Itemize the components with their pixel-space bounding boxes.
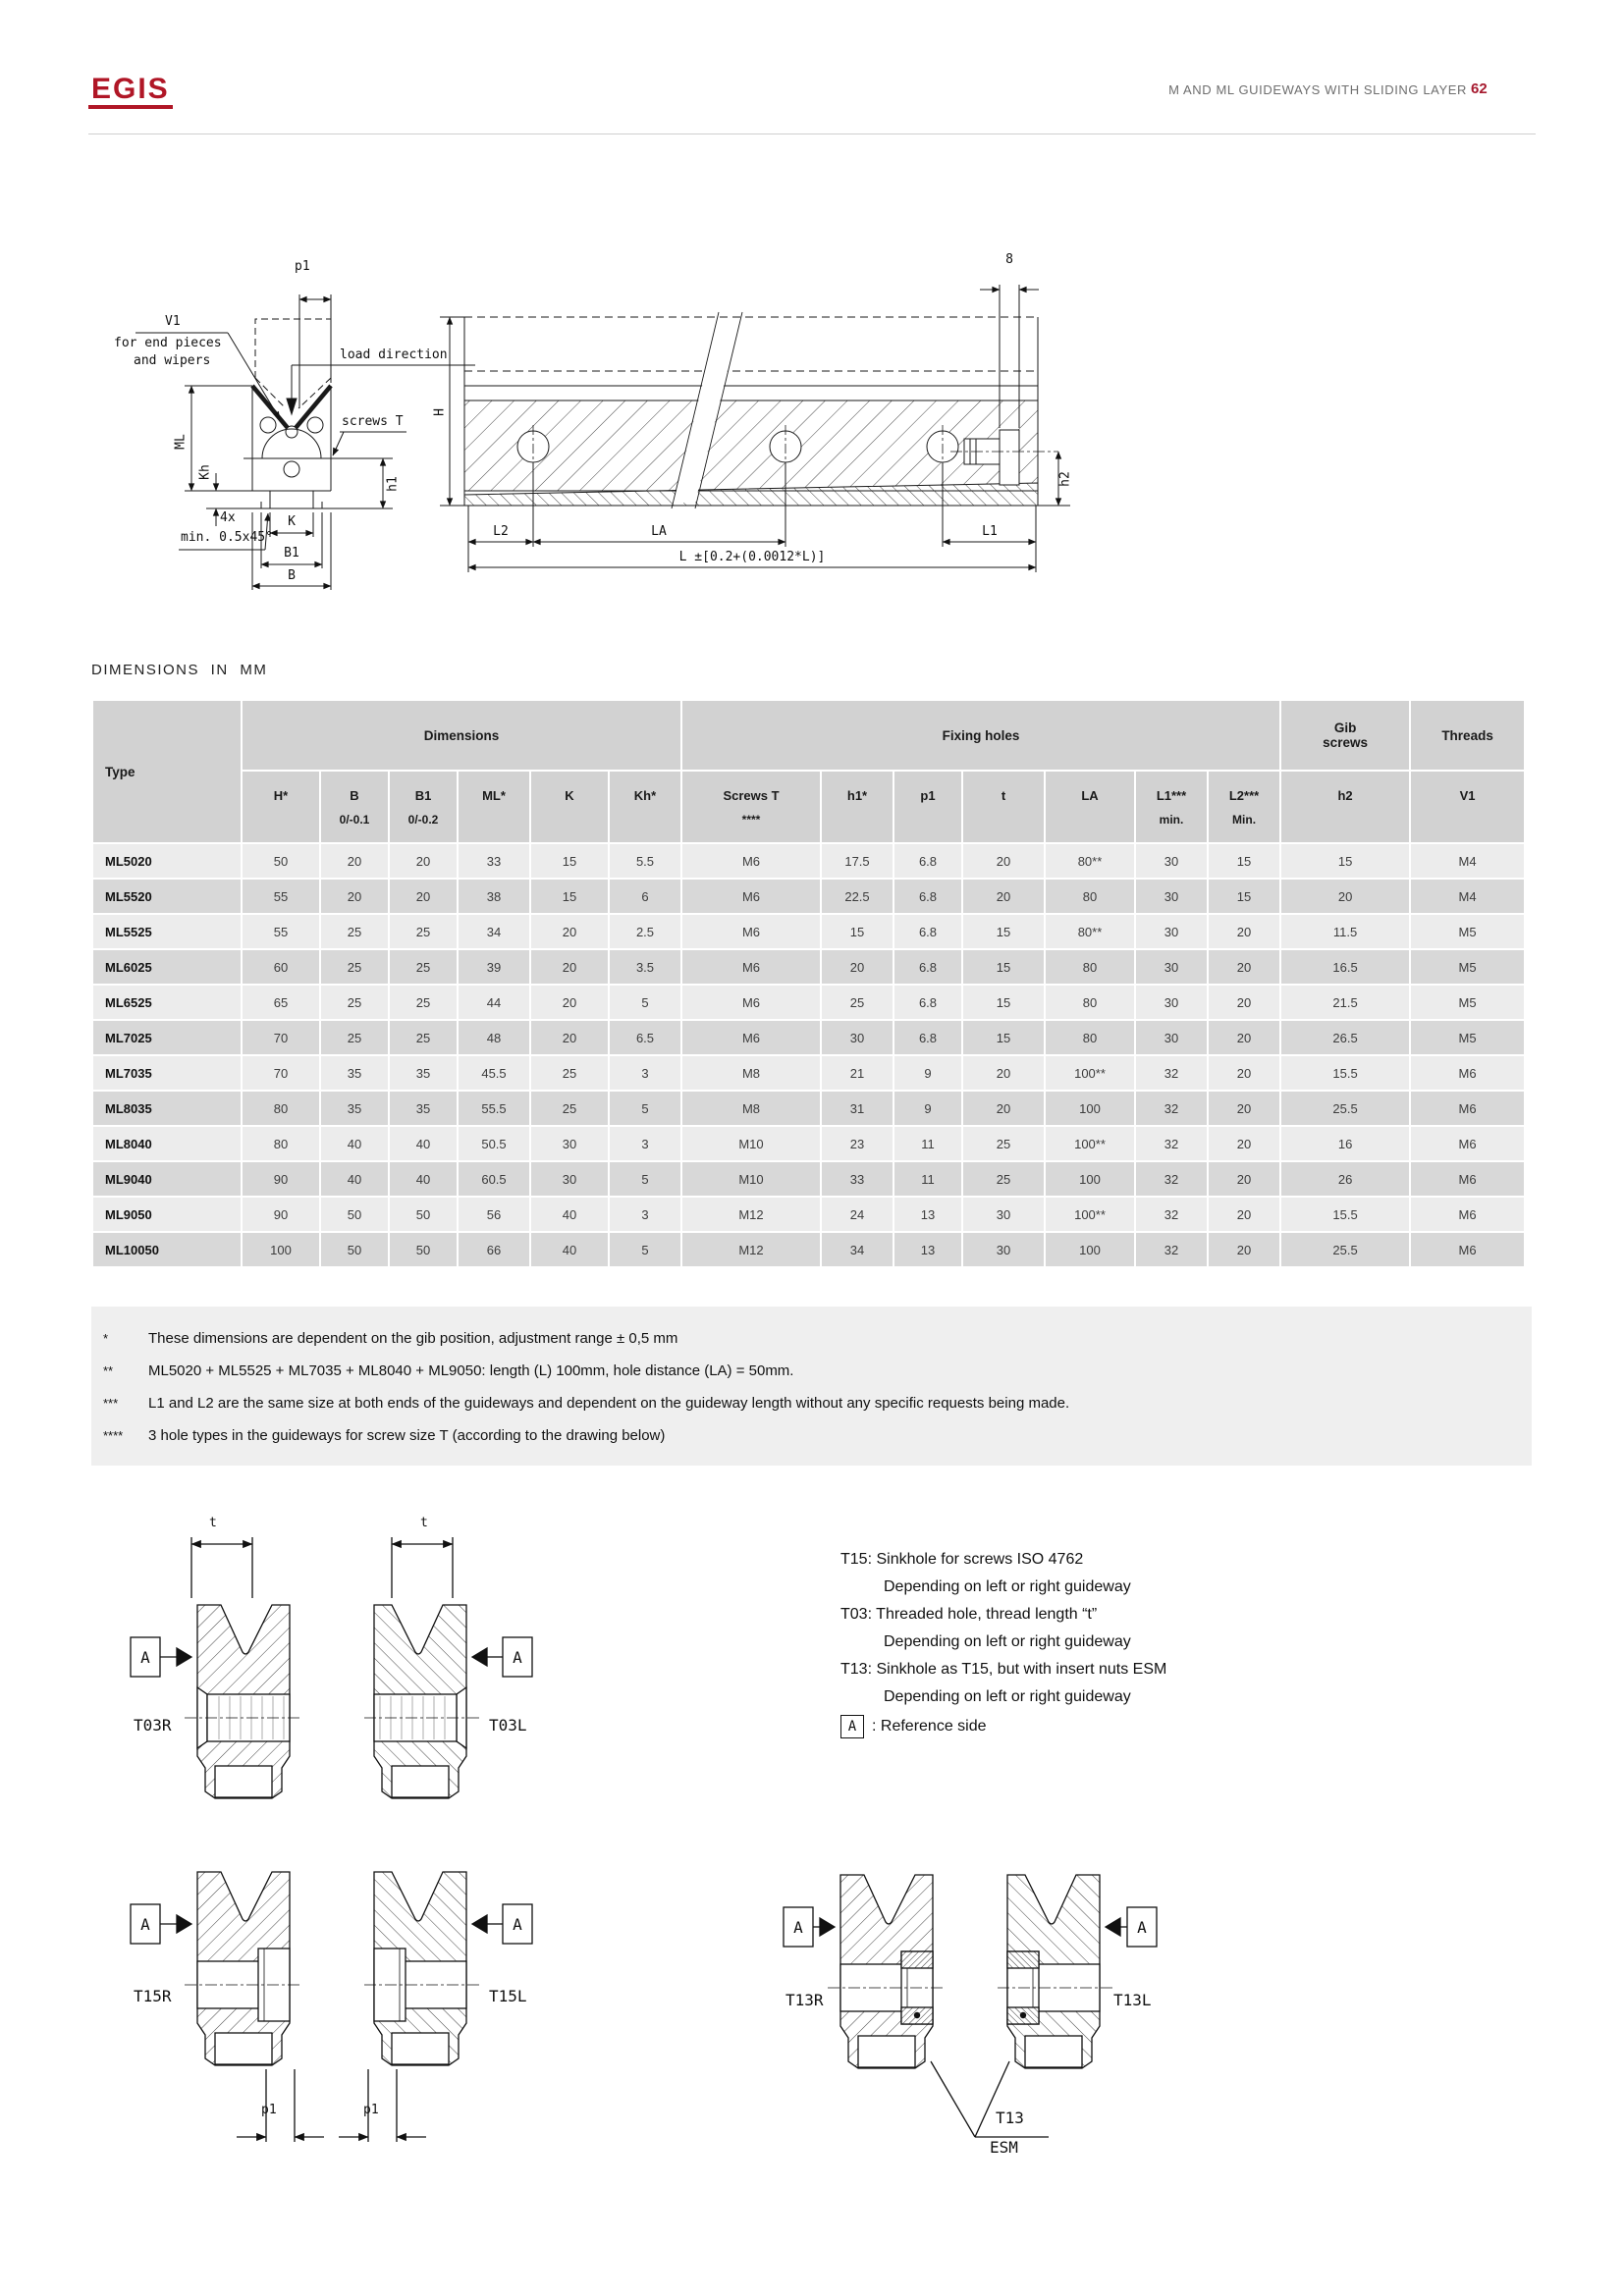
value-cell: 90 [243, 1198, 319, 1231]
value-cell: 20 [1209, 1127, 1279, 1160]
value-cell: M6 [1411, 1233, 1524, 1266]
value-cell: 20 [390, 844, 457, 878]
value-cell: 45.5 [459, 1056, 529, 1090]
value-cell: 40 [531, 1233, 608, 1266]
value-cell: 15.5 [1281, 1198, 1409, 1231]
value-cell: 20 [531, 950, 608, 984]
column-header: h1* [822, 772, 893, 842]
value-cell: 60 [243, 950, 319, 984]
value-cell: 20 [1209, 1021, 1279, 1054]
value-cell: M6 [1411, 1127, 1524, 1160]
column-header: K [531, 772, 608, 842]
value-cell: 22.5 [822, 880, 893, 913]
table-row [93, 915, 1524, 948]
dim-label-p1: p1 [295, 259, 310, 274]
column-header: t [963, 772, 1044, 842]
reference-side-row: A : Reference side [840, 1713, 1166, 1740]
value-cell: 40 [531, 1198, 608, 1231]
column-header: Screws T **** [682, 772, 820, 842]
value-cell: 30 [1136, 880, 1207, 913]
chamfer-note-1: 4x [220, 510, 236, 525]
column-header: LA [1046, 772, 1134, 842]
value-cell: M5 [1411, 986, 1524, 1019]
cross-section-t03 [361, 1605, 479, 1798]
legend-item: T15: Sinkhole for screws ISO 4762 [840, 1551, 1084, 1568]
dim-label-kh: Kh [197, 464, 213, 480]
value-cell: M6 [682, 880, 820, 913]
bottom-sections-drawing [88, 1512, 1267, 2189]
value-cell: 20 [963, 1092, 1044, 1125]
value-cell: 20 [1209, 986, 1279, 1019]
value-cell: 21.5 [1281, 986, 1409, 1019]
value-cell: 13 [894, 1233, 961, 1266]
value-cell: 25.5 [1281, 1092, 1409, 1125]
callout-esm: ESM [990, 2138, 1018, 2157]
value-cell: 15 [822, 915, 893, 948]
callout-t13: T13 [996, 2109, 1024, 2127]
value-cell: 25 [390, 950, 457, 984]
t-dim-label: t [209, 1516, 217, 1530]
value-cell: 32 [1136, 1233, 1207, 1266]
value-cell: 34 [459, 915, 529, 948]
table-row [93, 880, 1524, 913]
value-cell: 5 [610, 986, 680, 1019]
value-cell: 30 [1136, 950, 1207, 984]
value-cell: 65 [243, 986, 319, 1019]
value-cell: 15 [1209, 880, 1279, 913]
v1-note-2: and wipers [134, 353, 211, 368]
page-number: 62 [1471, 80, 1488, 97]
value-cell: 11 [894, 1127, 961, 1160]
value-cell: 66 [459, 1233, 529, 1266]
value-cell: M6 [682, 986, 820, 1019]
value-cell: 30 [1136, 844, 1207, 878]
value-cell: 20 [1281, 880, 1409, 913]
value-cell: 20 [822, 950, 893, 984]
value-cell: M5 [1411, 915, 1524, 948]
value-cell: 5 [610, 1162, 680, 1196]
value-cell: 25 [321, 986, 388, 1019]
value-cell: 25 [822, 986, 893, 1019]
type-cell: ML6525 [93, 986, 241, 1019]
section-label-t15l: T15L [489, 1987, 527, 2005]
value-cell: M8 [682, 1056, 820, 1090]
screws-t-label: screws T [342, 414, 404, 429]
value-cell: 30 [822, 1021, 893, 1054]
value-cell: 20 [963, 880, 1044, 913]
legend-note: Depending on left or right guideway [884, 1688, 1131, 1705]
table-row [93, 1233, 1524, 1266]
value-cell: 40 [321, 1127, 388, 1160]
column-header: L1*** min. [1136, 772, 1207, 842]
footnote: **** 3 hole types in the guideways for screw size T (according to the drawing below) [103, 1427, 666, 1444]
col-group-fixing-holes: Fixing holes [682, 701, 1279, 770]
value-cell: 40 [390, 1162, 457, 1196]
value-cell: M12 [682, 1198, 820, 1231]
section-label-t13l: T13L [1113, 1991, 1152, 2009]
value-cell: 100** [1046, 1198, 1134, 1231]
value-cell: 70 [243, 1021, 319, 1054]
legend-note: Depending on left or right guideway [884, 1578, 1131, 1595]
value-cell: 50 [390, 1233, 457, 1266]
col-group-type: Type [93, 701, 241, 842]
value-cell: 35 [321, 1092, 388, 1125]
column-header: B 0/-0.1 [321, 772, 388, 842]
value-cell: 16 [1281, 1127, 1409, 1160]
value-cell: M4 [1411, 880, 1524, 913]
value-cell: 20 [390, 880, 457, 913]
table-row [93, 1127, 1524, 1160]
type-cell: ML8035 [93, 1092, 241, 1125]
value-cell: 34 [822, 1233, 893, 1266]
value-cell: 20 [531, 1021, 608, 1054]
table-row [93, 1056, 1524, 1090]
value-cell: 50 [390, 1198, 457, 1231]
value-cell: 35 [390, 1092, 457, 1125]
header-divider [88, 133, 1536, 134]
value-cell: 30 [1136, 1021, 1207, 1054]
value-cell: M10 [682, 1127, 820, 1160]
value-cell: 20 [1209, 1162, 1279, 1196]
dimensions-table [91, 699, 1526, 1268]
dim-label-la: LA [651, 524, 667, 539]
value-cell: 30 [1136, 915, 1207, 948]
value-cell: 32 [1136, 1092, 1207, 1125]
value-cell: 6 [610, 880, 680, 913]
value-cell: 17.5 [822, 844, 893, 878]
value-cell: 44 [459, 986, 529, 1019]
value-cell: M6 [682, 950, 820, 984]
dim-label-h: H [432, 408, 448, 416]
dim-label-b1: B1 [284, 546, 299, 561]
value-cell: 25 [963, 1162, 1044, 1196]
col-group-threads: Threads [1411, 701, 1524, 770]
reference-box-a: A [140, 1647, 150, 1667]
value-cell: 6.5 [610, 1021, 680, 1054]
value-cell: 25 [321, 950, 388, 984]
cross-section-t15 [361, 1872, 479, 2065]
column-header: Kh* [610, 772, 680, 842]
value-cell: 50.5 [459, 1127, 529, 1160]
value-cell: 100 [1046, 1092, 1134, 1125]
dim-label-v1: V1 [165, 314, 181, 329]
value-cell: 40 [390, 1127, 457, 1160]
column-header: H* [243, 772, 319, 842]
column-header: h2 [1281, 772, 1409, 842]
value-cell: 9 [894, 1056, 961, 1090]
type-cell: ML9040 [93, 1162, 241, 1196]
value-cell: 25 [531, 1092, 608, 1125]
column-header: L2*** Min. [1209, 772, 1279, 842]
value-cell: 38 [459, 880, 529, 913]
dim-label-l1: L1 [982, 524, 998, 539]
type-cell: ML7035 [93, 1056, 241, 1090]
value-cell: 70 [243, 1056, 319, 1090]
value-cell: 32 [1136, 1198, 1207, 1231]
dim-label-h1: h1 [385, 476, 401, 492]
legend-item: T13: Sinkhole as T15, but with insert nuts ESM [840, 1661, 1167, 1678]
type-cell: ML5020 [93, 844, 241, 878]
side-view [440, 285, 1070, 572]
value-cell: 80 [1046, 950, 1134, 984]
reference-box-a: A [140, 1914, 150, 1934]
value-cell: 25 [321, 1021, 388, 1054]
value-cell: M6 [1411, 1198, 1524, 1231]
value-cell: 30 [531, 1162, 608, 1196]
value-cell: M6 [1411, 1056, 1524, 1090]
value-cell: 80 [243, 1092, 319, 1125]
value-cell: 20 [321, 844, 388, 878]
table-row [93, 1021, 1524, 1054]
value-cell: M10 [682, 1162, 820, 1196]
value-cell: 100 [243, 1233, 319, 1266]
value-cell: 16.5 [1281, 950, 1409, 984]
type-cell: ML10050 [93, 1233, 241, 1266]
column-header: B1 0/-0.2 [390, 772, 457, 842]
table-row [93, 950, 1524, 984]
value-cell: 20 [1209, 1198, 1279, 1231]
value-cell: 5 [610, 1092, 680, 1125]
value-cell: M12 [682, 1233, 820, 1266]
value-cell: 35 [321, 1056, 388, 1090]
col-group-dimensions: Dimensions [243, 701, 680, 770]
type-cell: ML9050 [93, 1198, 241, 1231]
value-cell: 20 [1209, 950, 1279, 984]
value-cell: 15 [963, 915, 1044, 948]
section-heading: DIMENSIONS IN MM [91, 662, 268, 678]
page-title: M AND ML GUIDEWAYS WITH SLIDING LAYER [1168, 82, 1467, 97]
value-cell: 30 [963, 1198, 1044, 1231]
value-cell: 13 [894, 1198, 961, 1231]
cross-section-t13 [995, 1875, 1112, 2068]
p1-dim-label: p1 [363, 2103, 379, 2117]
value-cell: 15 [1281, 844, 1409, 878]
value-cell: 25 [390, 986, 457, 1019]
table-row [93, 986, 1524, 1019]
value-cell: 50 [321, 1198, 388, 1231]
value-cell: 60.5 [459, 1162, 529, 1196]
value-cell: 15 [531, 844, 608, 878]
value-cell: 20 [963, 844, 1044, 878]
footnote: ** ML5020 + ML5525 + ML7035 + ML8040 + ML9050: length (L) 100mm, hole distance (LA) = 50mm. [103, 1362, 794, 1379]
value-cell: 20 [531, 915, 608, 948]
value-cell: 25 [321, 915, 388, 948]
value-cell: 6.8 [894, 986, 961, 1019]
value-cell: 2.5 [610, 915, 680, 948]
legend-note: Depending on left or right guideway [884, 1633, 1131, 1650]
value-cell: 80** [1046, 844, 1134, 878]
column-header: V1 [1411, 772, 1524, 842]
value-cell: 15.5 [1281, 1056, 1409, 1090]
value-cell: 32 [1136, 1162, 1207, 1196]
value-cell: 25 [531, 1056, 608, 1090]
value-cell: 5 [610, 1233, 680, 1266]
dim-label-h2: h2 [1057, 471, 1073, 487]
value-cell: 80 [1046, 986, 1134, 1019]
value-cell: 20 [1209, 1056, 1279, 1090]
dim-label-k: K [288, 514, 296, 529]
value-cell: 3 [610, 1198, 680, 1231]
value-cell: 33 [822, 1162, 893, 1196]
cross-section-t15 [185, 1872, 302, 2065]
reference-box-a: A [513, 1647, 522, 1667]
value-cell: 20 [963, 1056, 1044, 1090]
value-cell: 80 [1046, 1021, 1134, 1054]
value-cell: 20 [1209, 1233, 1279, 1266]
value-cell: 48 [459, 1021, 529, 1054]
legend-item: T03: Threaded hole, thread length “t” [840, 1606, 1098, 1623]
value-cell: M4 [1411, 844, 1524, 878]
value-cell: 20 [1209, 1092, 1279, 1125]
value-cell: 15 [1209, 844, 1279, 878]
value-cell: 55 [243, 880, 319, 913]
cross-section-t13 [828, 1875, 946, 2068]
value-cell: 25 [390, 1021, 457, 1054]
value-cell: 30 [963, 1233, 1044, 1266]
value-cell: 30 [531, 1127, 608, 1160]
value-cell: 80 [1046, 880, 1134, 913]
value-cell: M5 [1411, 950, 1524, 984]
value-cell: 50 [243, 844, 319, 878]
col-group-gib-screws: Gib screws [1281, 701, 1409, 770]
dim-label-8: 8 [1005, 252, 1013, 267]
footnote: *** L1 and L2 are the same size at both ends of the guideways and dependent on the guideway length without any specific requests being made. [103, 1395, 1070, 1412]
dim-label-b: B [288, 568, 296, 583]
type-cell: ML7025 [93, 1021, 241, 1054]
value-cell: 15 [963, 1021, 1044, 1054]
type-cell: ML5525 [93, 915, 241, 948]
footnote-block [91, 1307, 1532, 1466]
value-cell: 56 [459, 1198, 529, 1231]
value-cell: 80** [1046, 915, 1134, 948]
value-cell: 15 [963, 950, 1044, 984]
reference-box-a: A [513, 1914, 522, 1934]
reference-box-a: A [840, 1715, 864, 1738]
value-cell: 100 [1046, 1233, 1134, 1266]
dim-label-l2: L2 [493, 524, 509, 539]
chamfer-note-2: min. 0.5x45° [181, 530, 273, 545]
p1-dim-label: p1 [261, 2103, 277, 2117]
value-cell: 26 [1281, 1162, 1409, 1196]
value-cell: 39 [459, 950, 529, 984]
value-cell: 9 [894, 1092, 961, 1125]
dim-label-ml: ML [173, 434, 189, 450]
value-cell: 100** [1046, 1127, 1134, 1160]
value-cell: 80 [243, 1127, 319, 1160]
reference-box-a: A [793, 1917, 803, 1937]
type-cell: ML8040 [93, 1127, 241, 1160]
value-cell: M6 [682, 844, 820, 878]
value-cell: M6 [1411, 1162, 1524, 1196]
value-cell: 25 [390, 915, 457, 948]
value-cell: 30 [1136, 986, 1207, 1019]
egis-logo: EGIS [88, 75, 173, 109]
table-row [93, 1198, 1524, 1231]
value-cell: 32 [1136, 1127, 1207, 1160]
value-cell: M6 [682, 1021, 820, 1054]
value-cell: 15 [963, 986, 1044, 1019]
value-cell: 6.8 [894, 880, 961, 913]
value-cell: 55.5 [459, 1092, 529, 1125]
footnote: * These dimensions are dependent on the gib position, adjustment range ± 0,5 mm [103, 1330, 678, 1347]
load-direction-label: load direction [340, 347, 448, 362]
value-cell: 20 [531, 986, 608, 1019]
reference-box-a: A [1137, 1917, 1147, 1937]
value-cell: 20 [321, 880, 388, 913]
value-cell: 20 [1209, 915, 1279, 948]
value-cell: 3 [610, 1056, 680, 1090]
v1-note-1: for end pieces [114, 336, 222, 350]
section-label-t03l: T03L [489, 1716, 527, 1735]
value-cell: 6.8 [894, 1021, 961, 1054]
section-label-t13r: T13R [785, 1991, 824, 2009]
value-cell: 3.5 [610, 950, 680, 984]
value-cell: 15 [531, 880, 608, 913]
column-header: ML* [459, 772, 529, 842]
value-cell: 33 [459, 844, 529, 878]
value-cell: 6.8 [894, 915, 961, 948]
value-cell: M6 [1411, 1092, 1524, 1125]
value-cell: 90 [243, 1162, 319, 1196]
value-cell: 11.5 [1281, 915, 1409, 948]
value-cell: M6 [682, 915, 820, 948]
table-row [93, 844, 1524, 878]
value-cell: 25.5 [1281, 1233, 1409, 1266]
value-cell: 55 [243, 915, 319, 948]
value-cell: 100** [1046, 1056, 1134, 1090]
column-header: p1 [894, 772, 961, 842]
value-cell: 50 [321, 1233, 388, 1266]
section-label-t03r: T03R [134, 1716, 172, 1735]
type-cell: ML5520 [93, 880, 241, 913]
value-cell: 100 [1046, 1162, 1134, 1196]
value-cell: 25 [963, 1127, 1044, 1160]
value-cell: M5 [1411, 1021, 1524, 1054]
value-cell: 24 [822, 1198, 893, 1231]
value-cell: 5.5 [610, 844, 680, 878]
cross-section-t03 [185, 1605, 302, 1798]
value-cell: 11 [894, 1162, 961, 1196]
section-label-t15r: T15R [134, 1987, 172, 2005]
value-cell: 6.8 [894, 844, 961, 878]
value-cell: 21 [822, 1056, 893, 1090]
t-dim-label: t [420, 1516, 428, 1530]
value-cell: 32 [1136, 1056, 1207, 1090]
value-cell: 3 [610, 1127, 680, 1160]
dim-label-l-formula: L ±[0.2+(0.0012*L)] [678, 550, 826, 564]
table-row [93, 1162, 1524, 1196]
value-cell: M8 [682, 1092, 820, 1125]
value-cell: 31 [822, 1092, 893, 1125]
value-cell: 26.5 [1281, 1021, 1409, 1054]
type-cell: ML6025 [93, 950, 241, 984]
value-cell: 23 [822, 1127, 893, 1160]
value-cell: 40 [321, 1162, 388, 1196]
table-row [93, 1092, 1524, 1125]
value-cell: 6.8 [894, 950, 961, 984]
value-cell: 35 [390, 1056, 457, 1090]
